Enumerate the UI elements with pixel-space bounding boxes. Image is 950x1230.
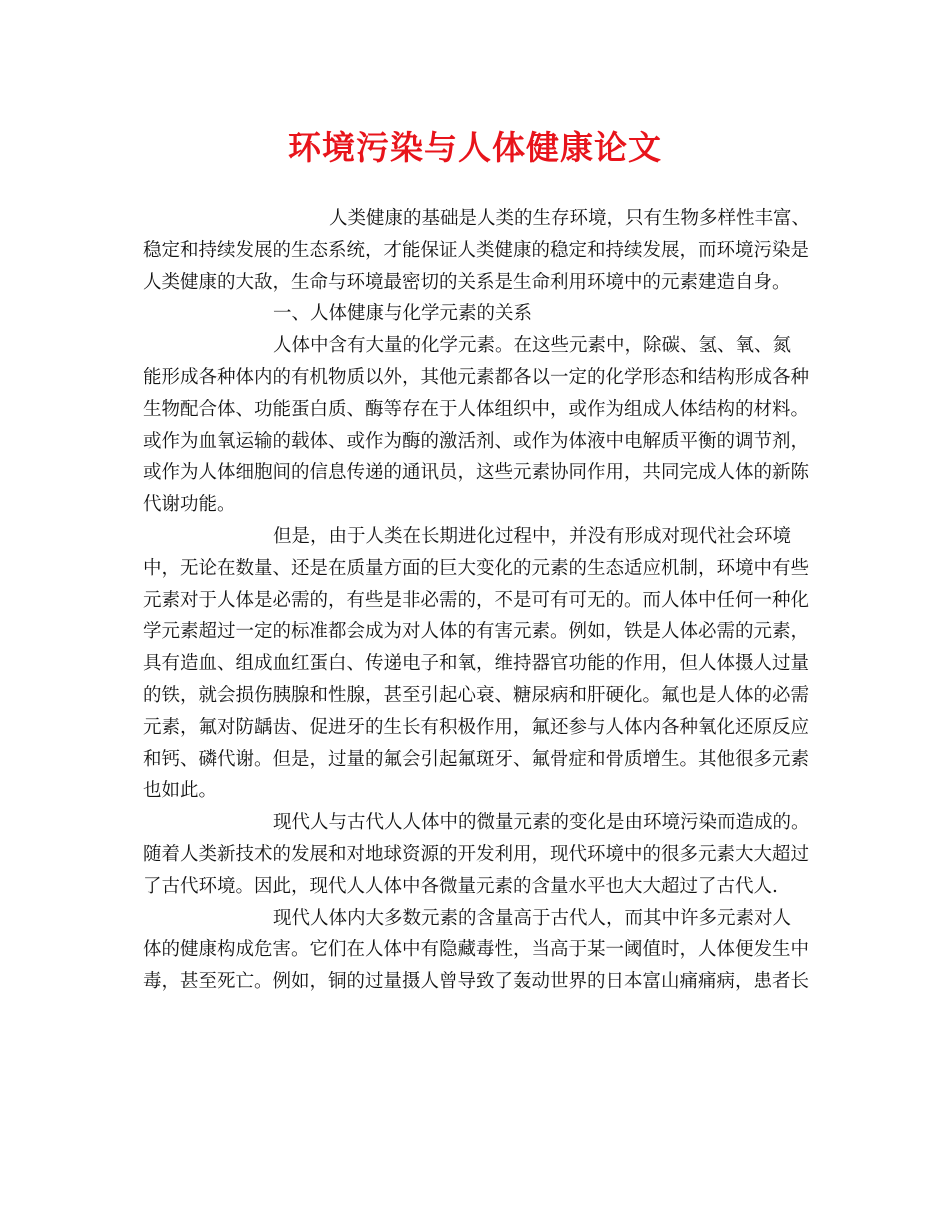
text-line: 具有造血、组成血红蛋白、传递电子和氧，维持器官功能的作用，但人体摄人过量 (143, 653, 810, 675)
text-line: 或作为血氧运输的载体、或作为酶的激活剂、或作为体液中电解质平衡的调节剂， (143, 430, 810, 452)
text-line: 一、人体健康与化学元素的关系 (273, 303, 533, 325)
text-line: 但是，由于人类在长期进化过程中，并没有形成对现代社会环境 (273, 525, 792, 547)
text-line: 中，无论在数量、还是在质量方面的巨大变化的元素的生态适应机制，环境中有些 (143, 557, 810, 579)
text-line: 也如此。 (143, 780, 218, 802)
text-line: 现代人体内大多数元素的含量高于古代人，而其中许多元素对人 (273, 907, 792, 929)
document-body (143, 203, 813, 998)
text-line: 的铁，就会损伤胰腺和性腺，甚至引起心衰、糖尿病和肝硬化。氟也是人体的必需 (143, 684, 810, 706)
text-line: 随着人类新技术的发展和对地球资源的开发利用，现代环境中的很多元素大大超过 (143, 843, 810, 865)
text-line: 人类健康的基础是人类的生存环境，只有生物多样性丰富、 (329, 208, 811, 229)
document-title: 环境污染与人体健康论文 (288, 128, 662, 167)
text-line: 人类健康的大敌，生命与环境最密切的关系是生命利用环境中的元素建造自身。 (143, 271, 791, 293)
text-line: 了古代环境。因此，现代人人体中各微量元素的含量水平也大大超过了古代人. (143, 875, 778, 897)
text-line: 现代人与古代人人体中的微量元素的变化是由环境污染而造成的。 (273, 812, 810, 834)
text-line: 学元素超过一定的标准都会成为对人体的有害元素。例如，铁是人体必需的元素， (143, 621, 810, 643)
text-line: 体的健康构成危害。它们在人体中有隐藏毒性，当高于某一阈值时，人体便发生中 (143, 939, 810, 961)
text-line: 元素，氟对防龋齿、促进牙的生长有积极作用，氟还参与人体内各种氧化还原反应 (143, 716, 810, 738)
text-line: 或作为人体细胞间的信息传递的通讯员，这些元素协同作用，共同完成人体的新陈 (143, 462, 810, 484)
text-line: 元素对于人体是必需的，有些是非必需的，不是可有可无的。而人体中任何一种化 (143, 589, 810, 611)
text-line: 代谢功能。 (143, 494, 236, 516)
text-line: 稳定和持续发展的生态系统，才能保证人类健康的稳定和持续发展，而环境污染是 (143, 239, 810, 261)
text-line: 能形成各种体内的有机物质以外，其他元素都各以一定的化学形态和结构形成各种 (143, 366, 810, 388)
text-line: 生物配合体、功能蛋白质、酶等存在于人体组织中，或作为组成人体结构的材料。 (143, 398, 810, 420)
text-line: 人体中含有大量的化学元素。在这些元素中，除碳、氢、氧、氮 (273, 335, 792, 357)
text-line: 毒，甚至死亡。例如，铜的过量摄人曾导致了轰动世界的日本富山痛痛病，患者长 (143, 971, 810, 993)
text-line: 和钙、磷代谢。但是，过量的氟会引起氟斑牙、氟骨症和骨质增生。其他很多元素 (143, 748, 810, 770)
